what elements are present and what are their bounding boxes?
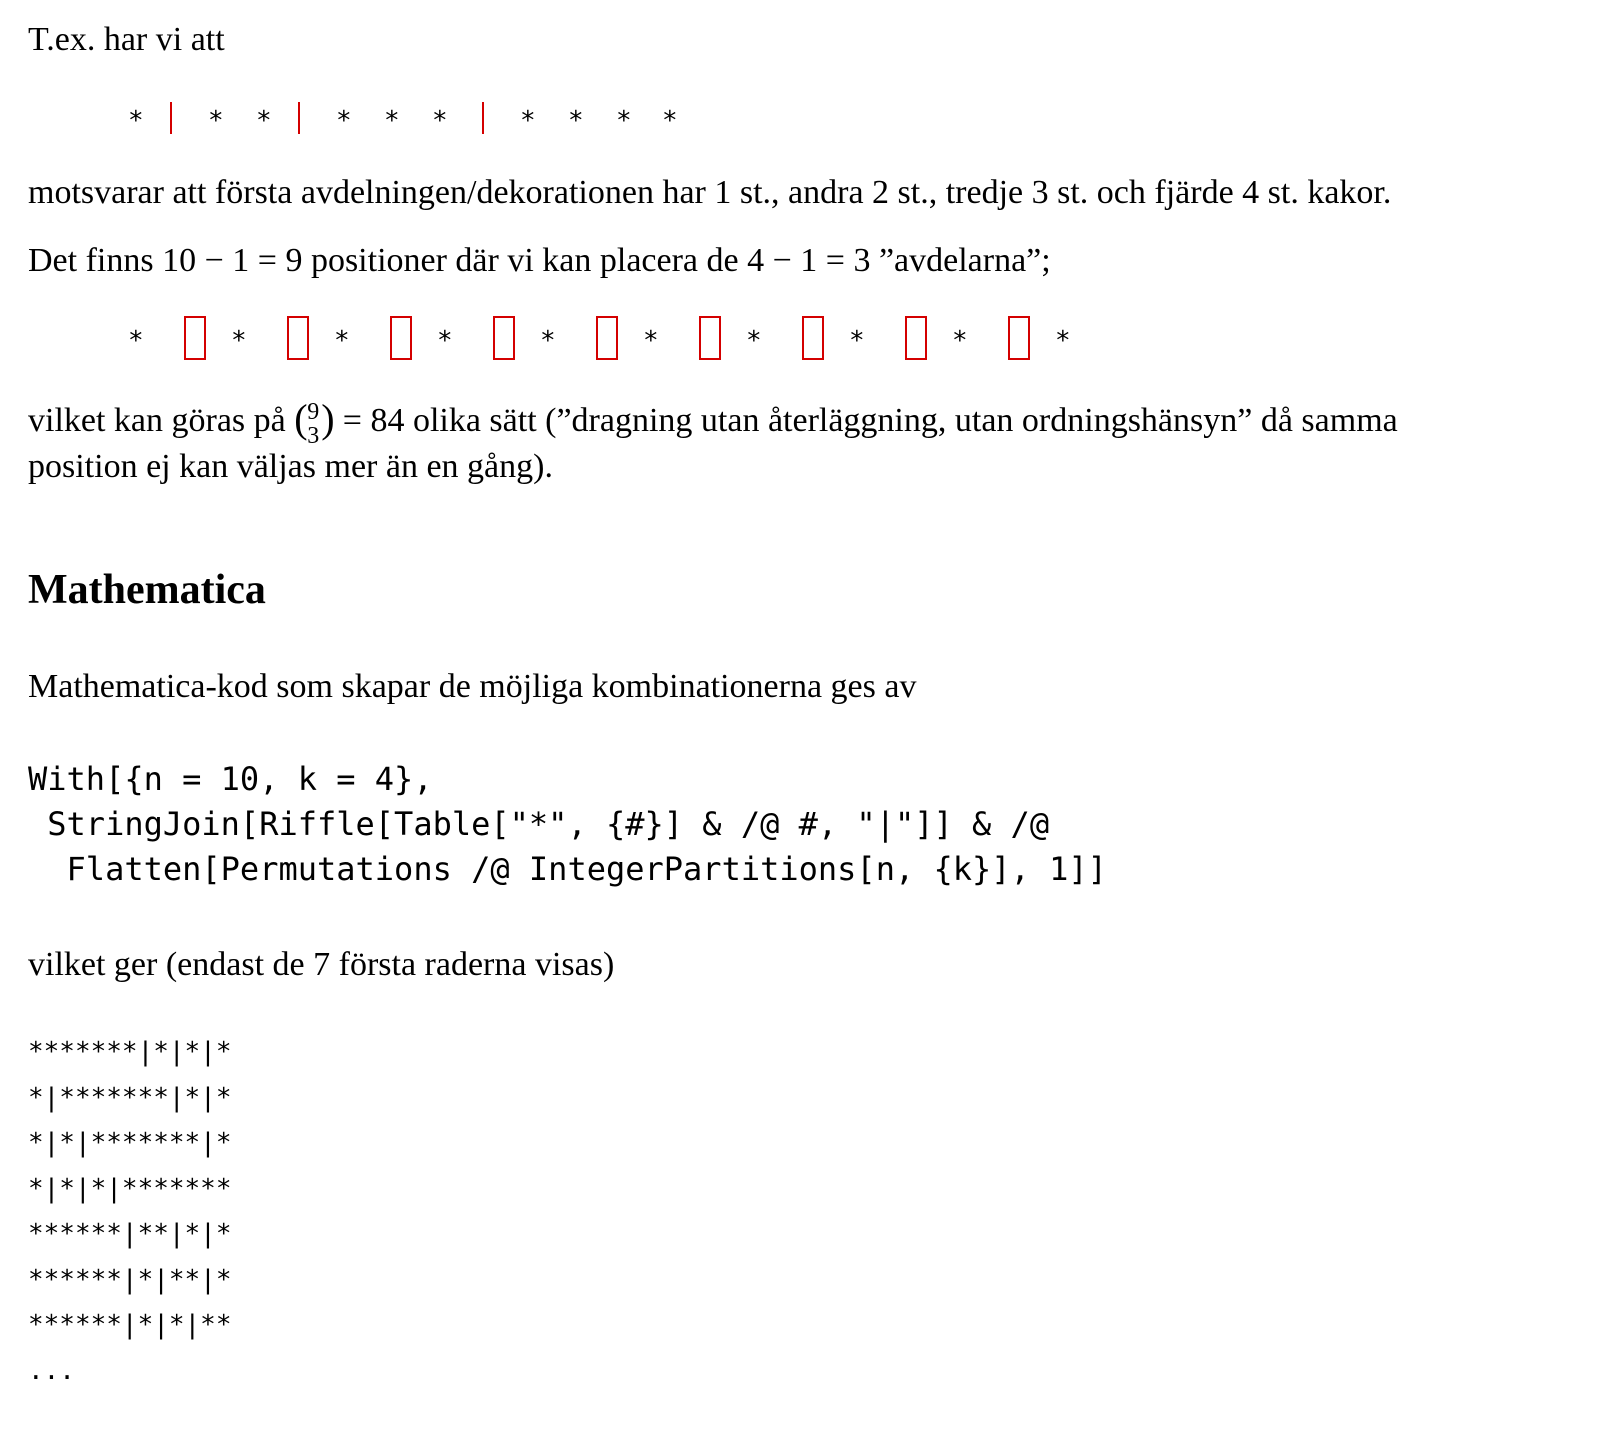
output-line: *******|*|*|*	[28, 1037, 232, 1067]
star-symbol: *	[746, 326, 762, 356]
empty-position-box	[802, 316, 824, 360]
description-positions: Det finns 10 − 1 = 9 positioner där vi kan placera de 4 − 1 = 3 ”avdelarna”;	[28, 242, 1051, 279]
empty-position-box	[596, 316, 618, 360]
output-line: *|*******|*|*	[28, 1082, 232, 1113]
divider-bar	[170, 102, 172, 134]
star-symbol: *	[568, 106, 584, 136]
output-intro-text: vilket ger (endast de 7 första raderna visas)	[28, 946, 615, 983]
output-line: ...	[28, 1355, 75, 1386]
star-symbol: *	[432, 106, 448, 136]
star-symbol: *	[616, 106, 632, 136]
output-block	[28, 1030, 232, 1394]
empty-position-box	[699, 316, 721, 360]
binomial-sentence-before: vilket kan göras på	[28, 402, 286, 439]
star-symbol: *	[384, 106, 400, 136]
star-symbol: *	[128, 106, 144, 136]
star-symbol: *	[520, 106, 536, 136]
output-line: *|*|*******|*	[28, 1128, 232, 1158]
star-symbol: *	[662, 106, 678, 136]
binomial-top: 9	[307, 399, 320, 425]
stars-bars-example	[128, 102, 728, 152]
star-symbol: *	[256, 106, 272, 136]
star-symbol: *	[437, 326, 453, 356]
intro-text: T.ex. har vi att	[28, 21, 225, 58]
binomial-bottom: 3	[307, 423, 320, 449]
star-symbol: *	[336, 106, 352, 136]
divider-bar	[298, 102, 300, 134]
empty-position-box	[905, 316, 927, 360]
output-line: *|*|*|*******	[28, 1173, 232, 1204]
empty-position-box	[184, 316, 206, 360]
star-symbol: *	[952, 326, 968, 356]
empty-position-box	[493, 316, 515, 360]
star-symbol: *	[208, 106, 224, 136]
star-symbol: *	[231, 326, 247, 356]
star-symbol: *	[334, 326, 350, 356]
empty-position-box	[390, 316, 412, 360]
star-symbol: *	[128, 326, 144, 356]
star-symbol: *	[849, 326, 865, 356]
binomial-sentence-line2: position ej kan väljas mer än en gång).	[28, 448, 553, 485]
divider-bar	[482, 102, 484, 134]
section-heading: Mathematica	[28, 567, 266, 613]
output-line: ******|*|*|**	[28, 1310, 232, 1340]
star-symbol: *	[540, 326, 556, 356]
star-symbol: *	[643, 326, 659, 356]
star-symbol: *	[1055, 326, 1071, 356]
output-line: ******|**|*|*	[28, 1219, 232, 1249]
positions-diagram	[128, 316, 1128, 366]
binomial-sentence-after: = 84 olika sätt (”dragning utan återläggning, utan ordningshänsyn” då samma	[342, 402, 1398, 439]
code-intro-text: Mathematica-kod som skapar de möjliga kombinationerna ges av	[28, 668, 917, 705]
empty-position-box	[1008, 316, 1030, 360]
binomial-sentence	[28, 396, 1398, 449]
output-line: ******|*|**|*	[28, 1264, 232, 1295]
description-first-example: motsvarar att första avdelningen/dekorationen har 1 st., andra 2 st., tredje 3 st. och fjärde 4 st. kakor.	[28, 174, 1392, 211]
empty-position-box	[287, 316, 309, 360]
binomial-coefficient: ( 9 3 )	[294, 396, 335, 449]
mathematica-code-block: With[{n = 10, k = 4}, StringJoin[Riffle[Table["*", {#}] & /@ #, "|"]] & /@ Flatten[Permutations /@ IntegerPartitions[n, {k}], 1]]	[28, 760, 1107, 888]
